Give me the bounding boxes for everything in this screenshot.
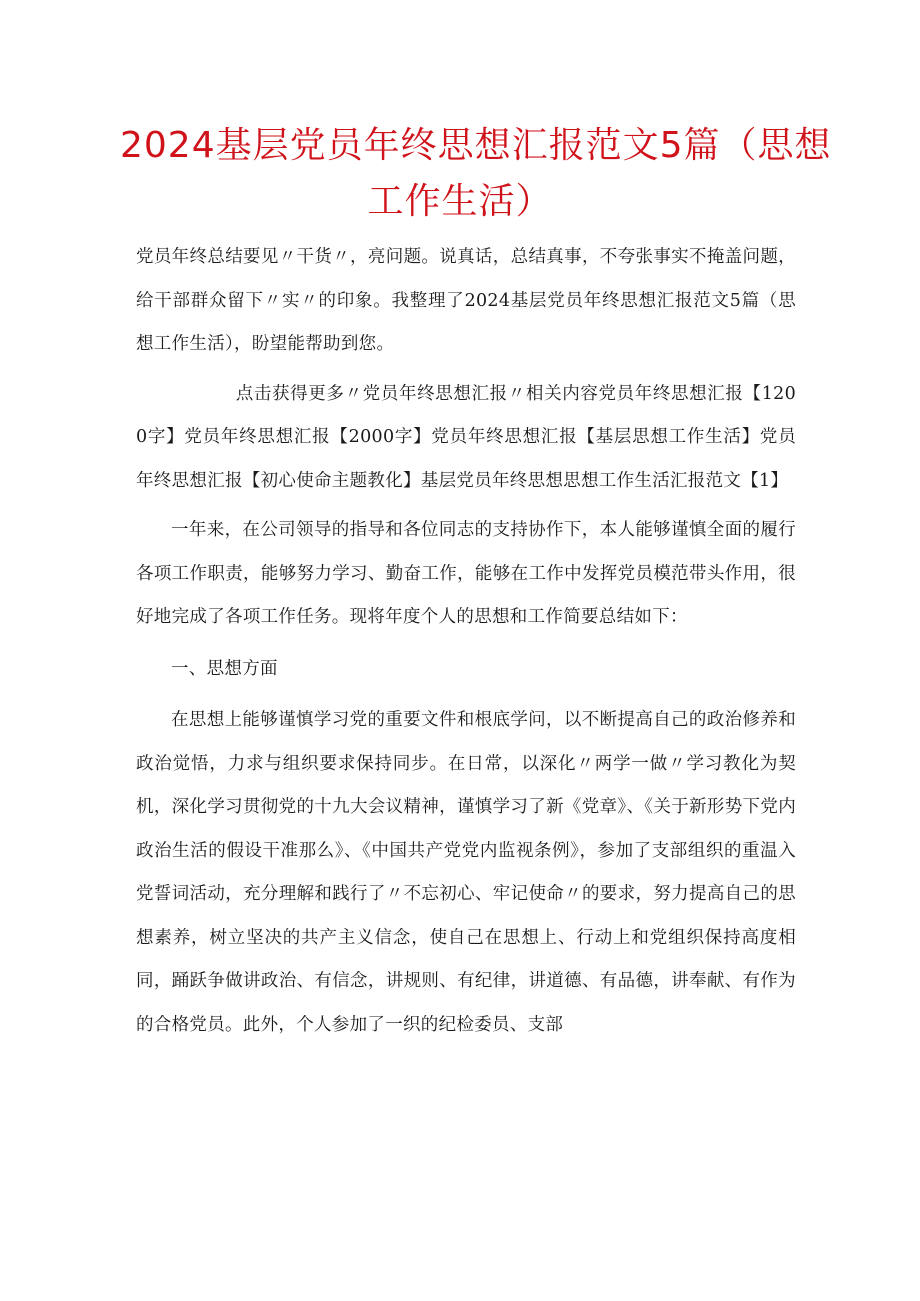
intro-paragraph: 党员年终总结要见〃干货〃，亮问题。说真话，总结真事，不夸张事实不掩盖问题，给干部群众留下〃实〃的印象。我整理了2024基层党员年终思想汇报范文5篇（思想工作生活），盼望能帮助到您。	[136, 247, 796, 354]
section-heading-thought: 一、思想方面	[171, 658, 278, 679]
year-summary-paragraph: 一年来，在公司领导的指导和各位同志的支持协作下，本人能够谨慎全面的履行各项工作职责，能够努力学习、勤奋工作，能够在工作中发挥党员模范带头作用，很好地完成了各项工作任务。现将年度个人的思想和工作简要总结如下：	[136, 520, 796, 627]
related-links-paragraph: 点击获得更多〃党员年终思想汇报〃相关内容党员年终思想汇报【1200字】党员年终思想汇报【2000字】党员年终思想汇报【基层思想工作生活】党员年终思想汇报【初心使命主题教化】基层党员年终思想思想工作生活汇报范文【1】	[136, 383, 796, 491]
title-line-1: 2024基层党员年终思想汇报范文5篇（思想	[120, 125, 832, 166]
section-body-thought: 在思想上能够谨慎学习党的重要文件和根底学问，以不断提高自己的政治修养和政治觉悟，力求与组织要求保持同步。在日常，以深化〃两学一做〃学习教化为契机，深化学习贯彻党的十九大会议精神，谨慎学习了新《党章》、《关于新形势下党内政治生活的假设干准那么》、《中国共产党党内监视条例》，参加了支部组织的重温入党誓词活动，充分理解和践行了〃不忘初心、牢记使命〃的要求，努力提高自己的思想素养，树立坚决的共产主义信念，使自己在思想上、行动上和党组织保持高度相同，踊跃争做讲政治、有信念，讲规则、有纪律，讲道德、有品德，讲奉献、有作为的合格党员。此外，个人参加了一织的纪检委员、支部	[136, 710, 796, 1035]
document-body	[136, 236, 796, 1047]
title-line-2: 工作生活）	[367, 181, 553, 222]
document-title	[120, 118, 832, 230]
